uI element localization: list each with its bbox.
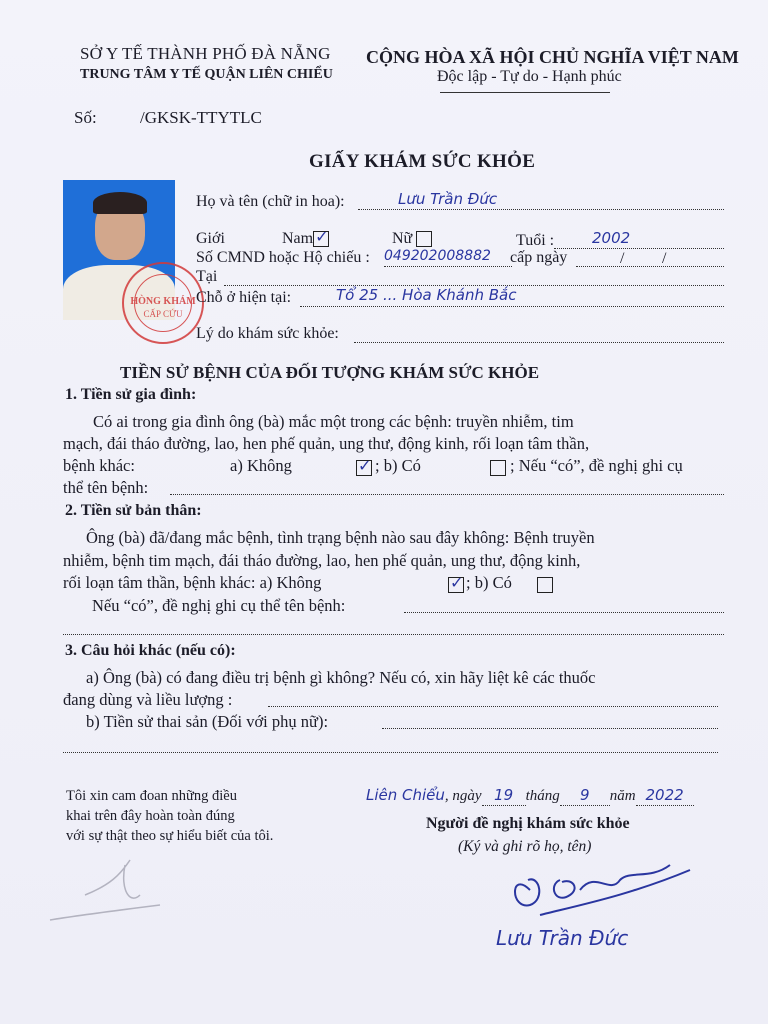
reason-label: Lý do khám sức khỏe: xyxy=(196,325,339,342)
male-checkbox[interactable] xyxy=(313,227,329,247)
family-text-2: mạch, đái tháo đường, lao, hen phế quản, ung thư, động kinh, rối loạn tâm thần, xyxy=(63,434,590,453)
self-disease-line-1 xyxy=(404,612,724,613)
gender-male[interactable] xyxy=(282,227,329,248)
age-value[interactable]: 2002 xyxy=(592,229,631,247)
document-number-label: Số: xyxy=(74,108,97,127)
country-name: CỘNG HÒA XÃ HỘI CHỦ NGHĨA VIỆT NAM xyxy=(366,47,739,67)
family-text-3: bệnh khác: xyxy=(63,456,135,475)
issue-date-label: cấp ngày xyxy=(510,249,568,266)
id-label: Số CMND hoặc Hộ chiếu : xyxy=(196,249,370,266)
self-yes-checkbox[interactable] xyxy=(537,576,553,594)
address-label: Chỗ ở hiện tại: xyxy=(196,289,292,306)
family-no-checkbox[interactable] xyxy=(356,456,372,477)
commitment-line-3: với sự thật theo sự hiểu biết của tôi. xyxy=(66,828,274,844)
self-disease-line-2 xyxy=(63,634,724,635)
family-yes-checkbox[interactable] xyxy=(490,459,506,477)
family-disease-line xyxy=(170,494,724,495)
date-month-label: tháng xyxy=(525,788,560,804)
date-line xyxy=(366,786,694,806)
male-label: Nam xyxy=(282,230,314,247)
department-name: SỞ Y TẾ THÀNH PHỐ ĐÀ NẴNG xyxy=(80,44,331,63)
red-seal-stamp xyxy=(122,262,204,344)
signer-title: Người đề nghị khám sức khỏe xyxy=(426,815,630,832)
name-line xyxy=(358,209,724,210)
commitment-line-2: khai trên đây hoàn toàn đúng xyxy=(66,808,235,824)
family-history-heading: 1. Tiền sử gia đình: xyxy=(65,386,197,403)
address-value[interactable]: Tổ 25 ... Hòa Khánh Bắc xyxy=(336,286,517,304)
other-questions-heading: 3. Câu hỏi khác (nếu có): xyxy=(65,642,236,659)
date-month[interactable]: 9 xyxy=(579,786,590,804)
issue-date-sep-2: / xyxy=(662,250,667,267)
place-label: Tại xyxy=(196,268,218,285)
self-text-4: Nếu “có”, đề nghị ghi cụ thể tên bệnh: xyxy=(92,596,346,615)
check-icon: ✓ xyxy=(358,456,372,476)
self-text-1: Ông (bà) đã/đang mắc bệnh, tình trạng bệnh nào sau đây không: Bệnh truyền xyxy=(86,528,595,547)
age-label: Tuổi : xyxy=(516,232,555,249)
faint-signature-image xyxy=(40,855,170,930)
self-no-checkbox[interactable] xyxy=(448,573,464,594)
reason-line xyxy=(354,342,724,343)
other-text-2: đang dùng và liều lượng : xyxy=(63,690,233,709)
self-text-3: rối loạn tâm thần, bệnh khác: a) Không xyxy=(63,573,322,592)
pregnancy-line-1 xyxy=(382,728,718,729)
gender-female[interactable] xyxy=(392,230,432,248)
signer-subtitle: (Ký và ghi rõ họ, tên) xyxy=(458,838,592,855)
other-text-1: a) Ông (bà) có đang điều trị bệnh gì không? Nếu có, xin hãy liệt kê các thuốc xyxy=(86,668,596,687)
gender-label: Giới xyxy=(196,230,225,247)
family-text-3b: ; Nếu “có”, đề nghị ghi cụ xyxy=(510,456,683,475)
motto-underline xyxy=(440,92,610,93)
date-place[interactable]: Liên Chiểu xyxy=(366,786,445,804)
document-number: /GKSK-TTYTLC xyxy=(140,108,262,127)
country-motto: Độc lập - Tự do - Hạnh phúc xyxy=(437,68,622,85)
date-day[interactable]: 19 xyxy=(494,786,514,804)
check-icon: ✓ xyxy=(315,227,329,247)
commitment-line-1: Tôi xin cam đoan những điều xyxy=(66,788,237,804)
stamp-text-1: HÒNG KHÁM xyxy=(130,296,196,307)
self-option-yes-label: ; b) Có xyxy=(466,573,512,592)
issue-date-line xyxy=(576,266,724,267)
issue-date-sep-1: / xyxy=(620,250,625,267)
address-line xyxy=(300,306,724,307)
self-history-heading: 2. Tiền sử bản thân: xyxy=(65,502,202,519)
family-text-4: thể tên bệnh: xyxy=(63,478,149,497)
date-year-label: năm xyxy=(609,788,636,804)
name-label: Họ và tên (chữ in hoa): xyxy=(196,193,345,210)
female-checkbox[interactable] xyxy=(416,231,432,247)
pregnancy-line-2 xyxy=(63,752,718,753)
family-no-label: a) Không xyxy=(230,456,292,475)
self-text-2: nhiễm, bệnh tim mạch, đái tháo đường, lao, hen phế quản, ung thư, động kinh, xyxy=(63,551,581,570)
family-option-no[interactable] xyxy=(230,456,292,476)
name-value[interactable]: Lưu Trần Đức xyxy=(398,190,498,208)
id-value[interactable]: 049202008882 xyxy=(384,248,491,264)
check-icon: ✓ xyxy=(450,573,464,593)
signature-image xyxy=(500,850,700,930)
medication-line xyxy=(268,706,718,707)
stamp-text-2: CẤP CỨU xyxy=(143,309,183,319)
female-label: Nữ xyxy=(392,230,413,247)
signer-name[interactable]: Lưu Trần Đức xyxy=(496,926,629,950)
date-year[interactable]: 2022 xyxy=(645,786,684,804)
family-option-yes-label: ; b) Có xyxy=(375,456,421,475)
family-text-1: Có ai trong gia đình ông (bà) mắc một trong các bệnh: truyền nhiễm, tim xyxy=(93,412,574,431)
center-name: TRUNG TÂM Y TẾ QUẬN LIÊN CHIỂU xyxy=(80,67,333,82)
date-day-label: , ngày xyxy=(444,788,482,804)
other-text-3: b) Tiền sử thai sản (Đối với phụ nữ): xyxy=(86,712,329,731)
id-line xyxy=(384,266,512,267)
age-line xyxy=(554,248,724,249)
history-title: TIỀN SỬ BỆNH CỦA ĐỐI TƯỢNG KHÁM SỨC KHỎE xyxy=(120,363,540,382)
page-title: GIẤY KHÁM SỨC KHỎE xyxy=(309,151,536,172)
